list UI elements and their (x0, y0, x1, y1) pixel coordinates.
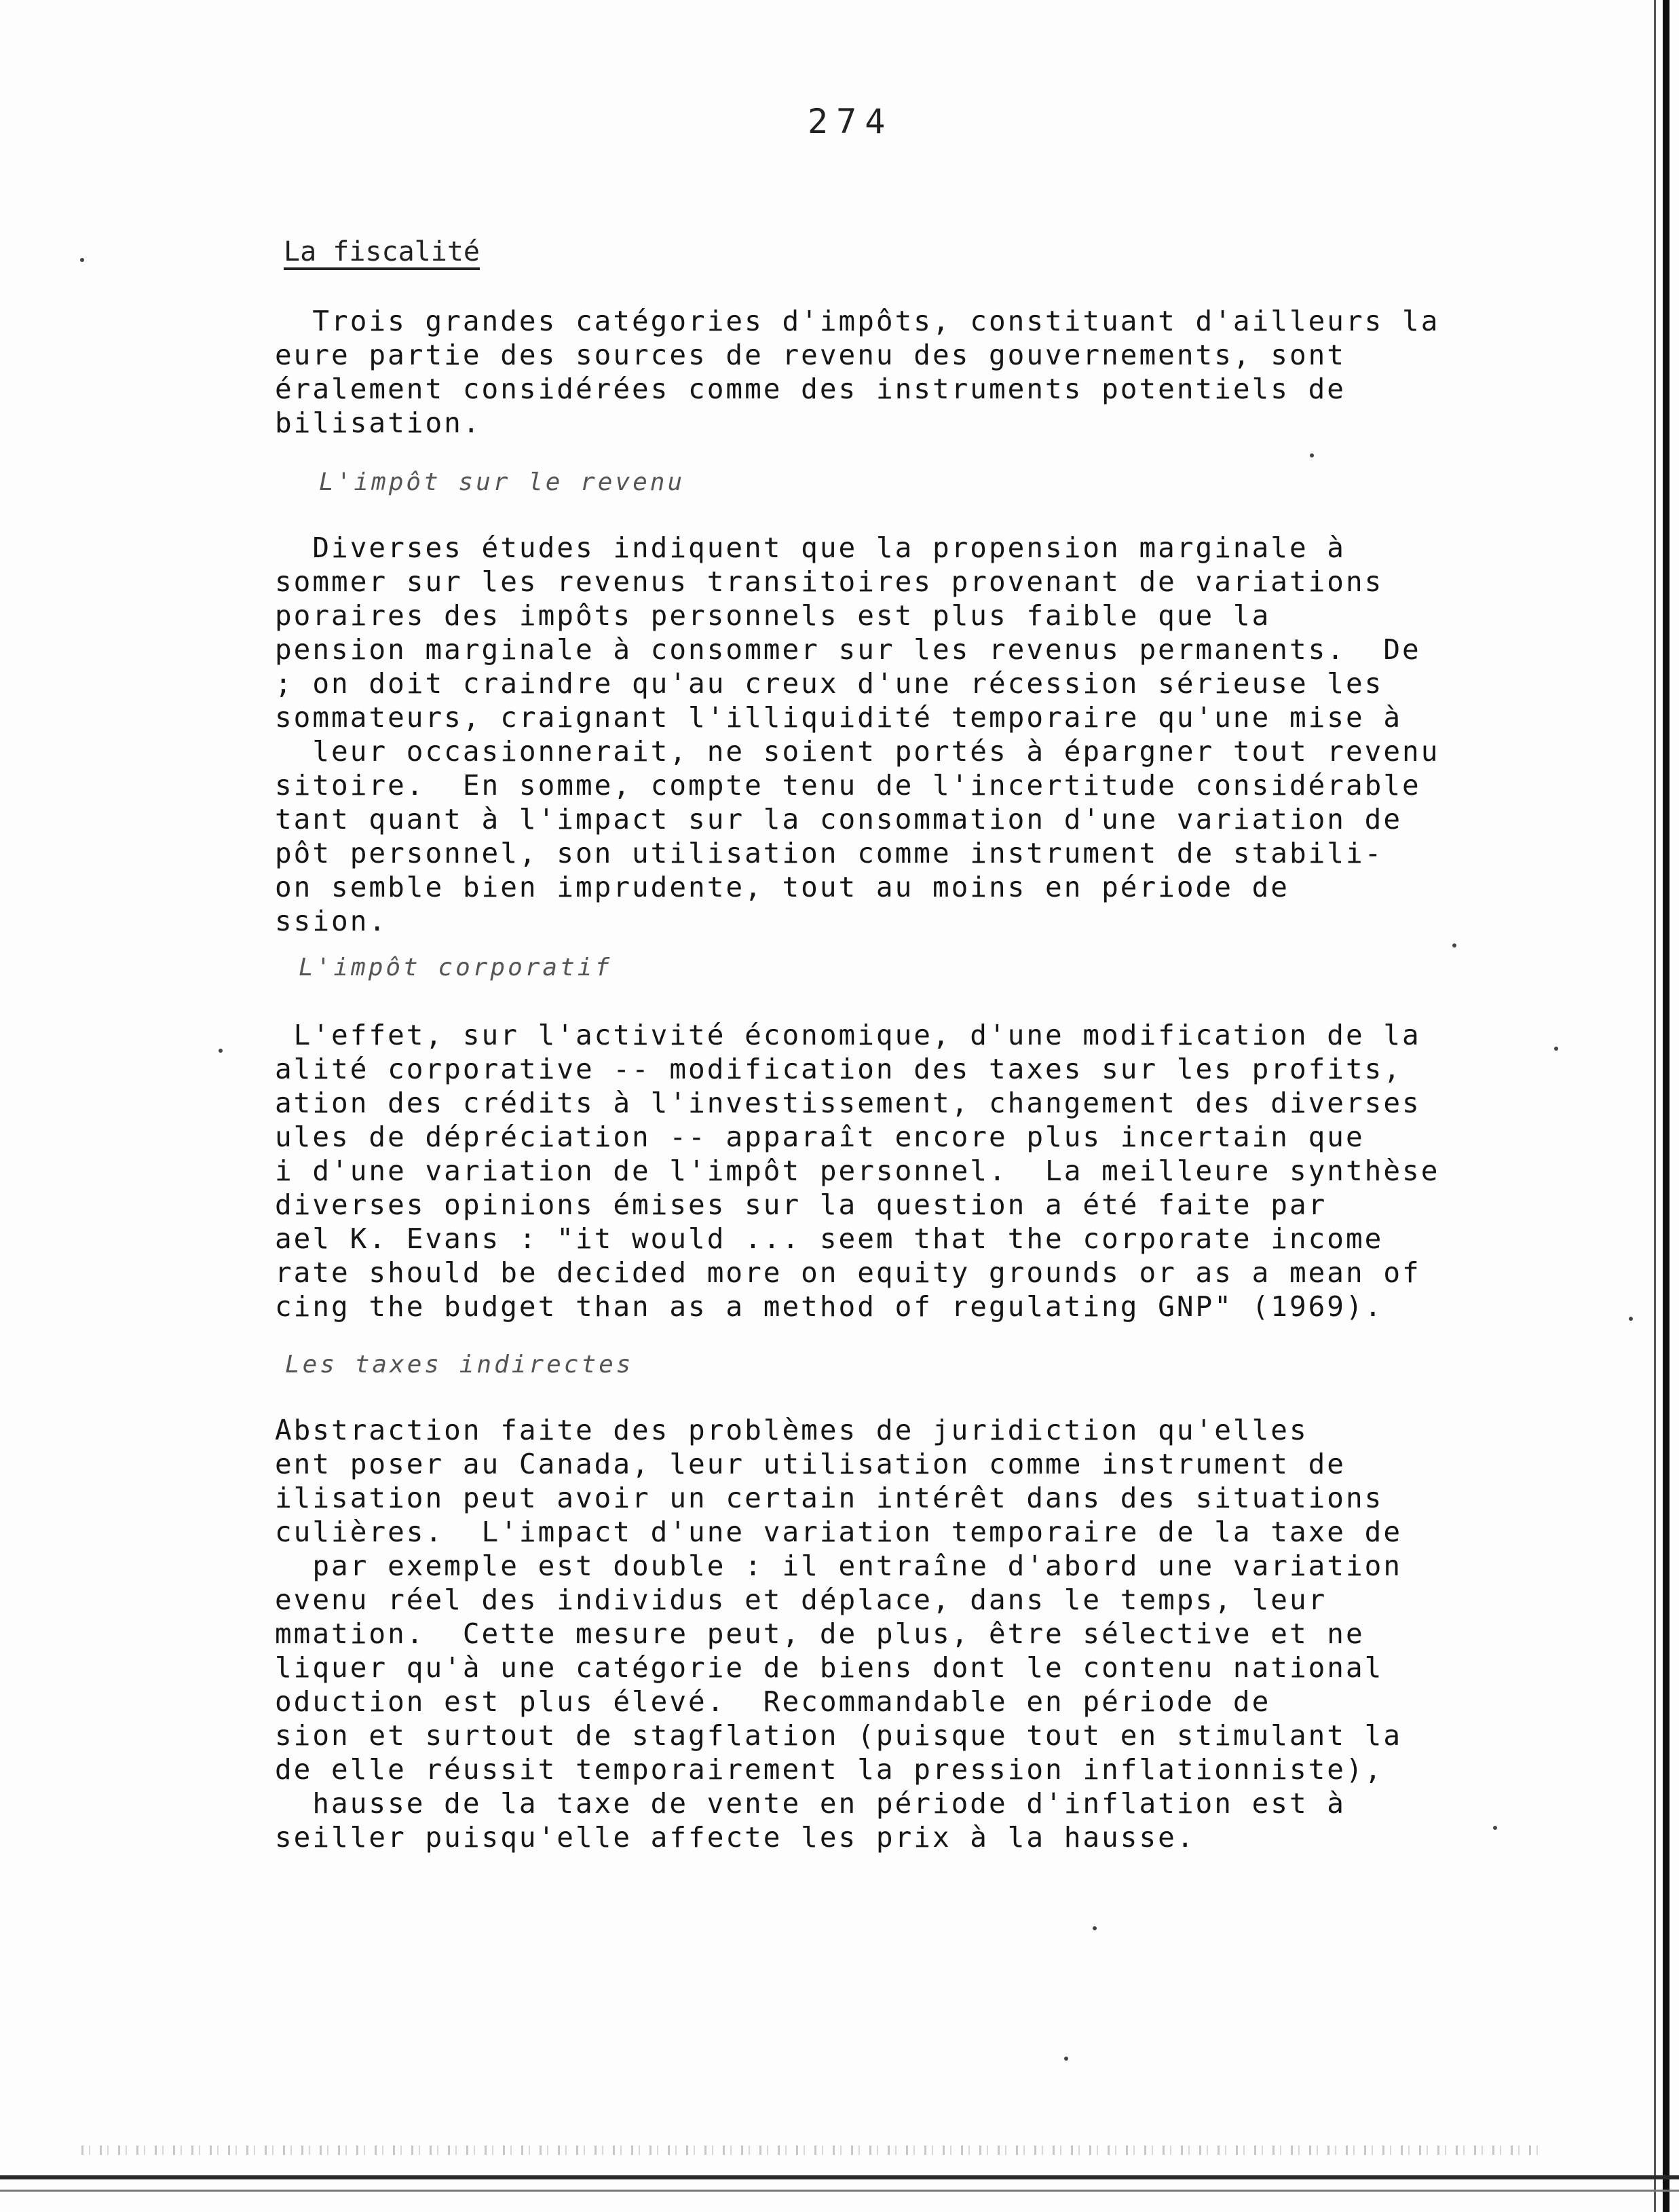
text-line: ssion. (275, 905, 388, 937)
text-line: Abstraction faite des problèmes de juridiction qu'elles (275, 1414, 1308, 1446)
scan-speck (219, 1049, 223, 1053)
text-line: tant quant à l'impact sur la consommation d'une variation de (275, 803, 1403, 836)
text-line: de elle réussit temporairement la pression inflationniste), (275, 1753, 1384, 1786)
text-line: par exemple est double : il entraîne d'abord une variation (275, 1550, 1403, 1582)
page-number: 274 (808, 102, 894, 141)
text-line: hausse de la taxe de vente en période d'inflation est à (275, 1787, 1346, 1820)
text-line: evenu réel des individus et déplace, dans le temps, leur (275, 1583, 1327, 1616)
text-line: mmation. Cette mesure peut, de plus, être sélective et ne (275, 1617, 1365, 1650)
text-line: leur occasionnerait, ne soient portés à épargner tout revenu (275, 735, 1440, 768)
text-line: sommer sur les revenus transitoires provenant de variations (275, 565, 1384, 598)
subheading-impot-revenu: L'impôt sur le revenu (319, 468, 685, 496)
text-line: Diverses études indiquent que la propension marginale à (275, 531, 1346, 564)
text-line: liquer qu'à une catégorie de biens dont le contenu national (275, 1651, 1384, 1684)
subheading-taxes-indirectes: Les taxes indirectes (285, 1351, 634, 1379)
text-line: pôt personnel, son utilisation comme instrument de stabili- (275, 837, 1384, 869)
text-line: on semble bien imprudente, tout au moins en période de (275, 871, 1289, 903)
text-line: poraires des impôts personnels est plus faible que la (275, 599, 1271, 632)
subheading-impot-corporatif: L'impôt corporatif (299, 954, 613, 981)
text-line: sitoire. En somme, compte tenu de l'incertitude considérable (275, 769, 1421, 802)
paragraph-impot-corporatif (275, 1018, 1510, 1324)
scan-speck (1310, 453, 1314, 457)
scan-right-edge (1663, 0, 1669, 2212)
paragraph-taxes-indirectes (275, 1413, 1510, 1854)
scan-right-edge-line (1654, 0, 1656, 2212)
scan-speck (1093, 1926, 1097, 1930)
scan-bottom-noise (81, 2145, 1547, 2155)
scan-speck (80, 258, 84, 262)
paragraph-impot-revenu (275, 531, 1510, 938)
text-line: ael K. Evans : "it would ... seem that the corporate income (275, 1222, 1384, 1255)
scan-bottom-edge-line (0, 2190, 1679, 2192)
text-line: sommateurs, craignant l'illiquidité temporaire qu'une mise à (275, 701, 1403, 734)
text-line: ent poser au Canada, leur utilisation comme instrument de (275, 1448, 1346, 1480)
scan-bottom-edge (0, 2175, 1679, 2179)
text-line: oduction est plus élevé. Recommandable en période de (275, 1685, 1271, 1718)
text-line: sion et surtout de stagflation (puisque tout en stimulant la (275, 1719, 1403, 1752)
text-line: eure partie des sources de revenu des gouvernements, sont (275, 339, 1346, 371)
scan-speck (1554, 1047, 1558, 1051)
intro-paragraph (275, 304, 1510, 440)
text-line: Trois grandes catégories d'impôts, constituant d'ailleurs la (275, 305, 1440, 337)
text-line: diverses opinions émises sur la question a été faite par (275, 1188, 1327, 1221)
text-line: cing the budget than as a method of regulating GNP" (1969). (275, 1290, 1384, 1323)
text-line: seiller puisqu'elle affecte les prix à la hausse. (275, 1821, 1196, 1854)
text-line: ; on doit craindre qu'au creux d'une récession sérieuse les (275, 667, 1384, 700)
text-line: L'effet, sur l'activité économique, d'une modification de la (275, 1019, 1421, 1051)
text-line: bilisation. (275, 407, 482, 439)
text-line: ilisation peut avoir un certain intérêt dans des situations (275, 1482, 1384, 1514)
text-line: culières. L'impact d'une variation temporaire de la taxe de (275, 1516, 1403, 1548)
text-line: alité corporative -- modification des taxes sur les profits, (275, 1053, 1403, 1085)
scan-speck (1452, 943, 1456, 948)
scan-speck (1629, 1317, 1633, 1321)
text-line: éralement considérées comme des instruments potentiels de (275, 373, 1346, 405)
scan-speck (1064, 2057, 1068, 2061)
text-line: ation des crédits à l'investissement, changement des diverses (275, 1087, 1421, 1119)
text-line: ules de dépréciation -- apparaît encore plus incertain que (275, 1121, 1365, 1153)
section-title: La fiscalité (284, 236, 480, 267)
text-line: rate should be decided more on equity grounds or as a mean of (275, 1256, 1421, 1289)
text-line: i d'une variation de l'impôt personnel. La meilleure synthèse (275, 1155, 1440, 1187)
text-line: pension marginale à consommer sur les revenus permanents. De (275, 633, 1421, 666)
